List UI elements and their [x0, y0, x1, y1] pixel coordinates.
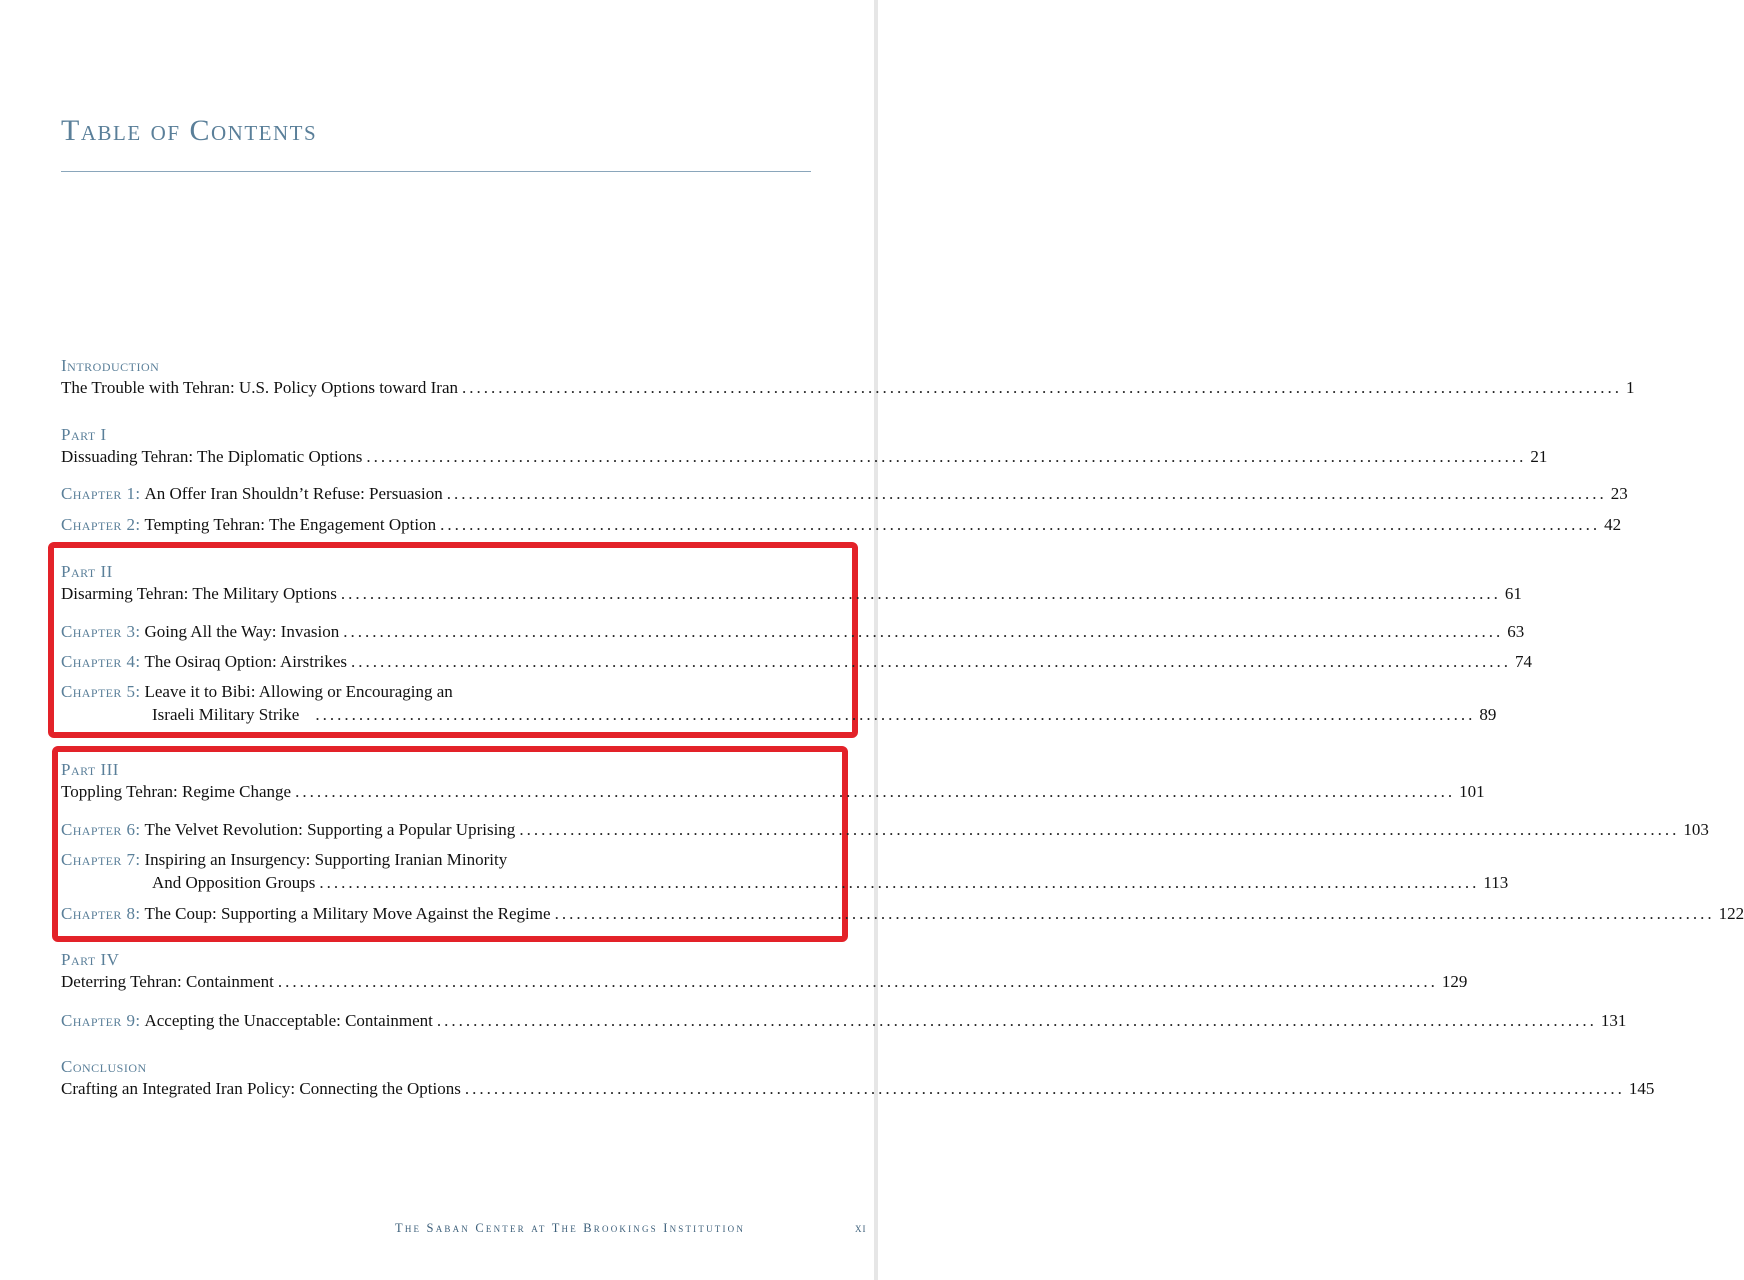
- dot-leader: ................................................................................................................................................................: [554, 904, 1715, 923]
- page-number: 1: [1626, 378, 1635, 397]
- page-number: 122: [1718, 904, 1744, 923]
- chapter-label: Chapter 5:: [61, 682, 141, 701]
- toc-entry-chapter-8[interactable]: [61, 904, 1744, 928]
- page-number: 89: [1479, 705, 1497, 724]
- toc-entry-part-4[interactable]: [61, 972, 1468, 996]
- dot-leader: ................................................................................................................................................................: [351, 652, 1512, 671]
- page-number: 63: [1507, 622, 1525, 641]
- dot-leader: ................................................................................................................................................................: [462, 378, 1623, 397]
- section-label-part-2: Part II: [61, 562, 113, 581]
- entry-title: Crafting an Integrated Iran Policy: Connecting the Options: [61, 1079, 461, 1098]
- section-label-part-1: Part I: [61, 425, 107, 444]
- page-number: 74: [1515, 652, 1533, 671]
- toc-entry-chapter-2[interactable]: [61, 515, 1622, 539]
- chapter-label: Chapter 4:: [61, 652, 141, 671]
- page-number: 42: [1604, 515, 1622, 534]
- toc-entry-conclusion[interactable]: [61, 1079, 1655, 1103]
- page-number: 145: [1628, 1079, 1655, 1098]
- entry-title: Leave it to Bibi: Allowing or Encouraging an: [144, 682, 453, 701]
- entry-title-continued: Israeli Military Strike: [152, 705, 300, 724]
- entry-title-continued: And Opposition Groups: [152, 873, 316, 892]
- dot-leader: ................................................................................................................................................................: [340, 584, 1501, 603]
- chapter-label: Chapter 1:: [61, 484, 141, 503]
- dot-leader: ................................................................................................................................................................: [343, 622, 1504, 641]
- section-label-part-4: Part IV: [61, 950, 120, 969]
- chapter-label: Chapter 7:: [61, 850, 141, 869]
- toc-entry-chapter-6[interactable]: [61, 820, 1709, 844]
- title-divider: [61, 171, 811, 172]
- entry-title: The Trouble with Tehran: U.S. Policy Options toward Iran: [61, 378, 459, 397]
- section-label-part-3: Part III: [61, 760, 119, 779]
- dot-leader: ................................................................................................................................................................: [295, 782, 1456, 801]
- toc-entry-chapter-7[interactable]: [61, 850, 507, 870]
- entry-title: Disarming Tehran: The Military Options: [61, 584, 337, 603]
- toc-entry-introduction[interactable]: [61, 378, 1635, 402]
- page-number: 113: [1483, 873, 1509, 892]
- toc-entry-chapter-7-continued[interactable]: [152, 873, 1509, 897]
- toc-entry-chapter-5[interactable]: [61, 682, 453, 702]
- page-number: 131: [1600, 1011, 1627, 1030]
- dot-leader: ................................................................................................................................................................: [277, 972, 1438, 991]
- section-label-introduction: Introduction: [61, 356, 160, 375]
- chapter-label: Chapter 3:: [61, 622, 141, 641]
- toc-entry-chapter-9[interactable]: [61, 1011, 1627, 1035]
- chapter-label: Chapter 9:: [61, 1011, 141, 1030]
- chapter-label: Chapter 6:: [61, 820, 141, 839]
- entry-title: Dissuading Tehran: The Diplomatic Options: [61, 447, 363, 466]
- dot-leader: ................................................................................................................................................................: [436, 1011, 1597, 1030]
- dot-leader: ................................................................................................................................................................: [446, 484, 1607, 503]
- entry-title: Toppling Tehran: Regime Change: [61, 782, 292, 801]
- dot-leader: ................................................................................................................................................................: [366, 447, 1527, 466]
- entry-title: The Coup: Supporting a Military Move Against the Regime: [144, 904, 551, 923]
- dot-leader: ................................................................................................................................................................: [319, 873, 1480, 892]
- toc-entry-part-1[interactable]: [61, 447, 1548, 471]
- page-number: 101: [1459, 782, 1485, 801]
- entry-title: An Offer Iran Shouldn’t Refuse: Persuasion: [144, 484, 443, 503]
- entry-title: Going All the Way: Invasion: [144, 622, 340, 641]
- page-number: 103: [1683, 820, 1709, 839]
- toc-entry-chapter-5-continued[interactable]: [152, 705, 1497, 729]
- toc-entry-part-2[interactable]: [61, 584, 1522, 608]
- entry-title: Tempting Tehran: The Engagement Option: [144, 515, 437, 534]
- page-number: 129: [1441, 972, 1468, 991]
- page-number: 61: [1504, 584, 1522, 603]
- folio-page-number: xi: [855, 1221, 867, 1235]
- dot-leader: ................................................................................................................................................................: [440, 515, 1601, 534]
- dot-leader: ................................................................................................................................................................: [315, 705, 1476, 724]
- entry-title: Accepting the Unacceptable: Containment: [144, 1011, 433, 1030]
- section-label-conclusion: Conclusion: [61, 1057, 147, 1076]
- toc-entry-chapter-1[interactable]: [61, 484, 1628, 508]
- toc-entry-part-3[interactable]: [61, 782, 1485, 806]
- entry-title: Inspiring an Insurgency: Supporting Iranian Minority: [144, 850, 508, 869]
- dot-leader: ................................................................................................................................................................: [519, 820, 1680, 839]
- dot-leader: ................................................................................................................................................................: [464, 1079, 1625, 1098]
- toc-entry-chapter-4[interactable]: [61, 652, 1533, 676]
- page-number: 23: [1610, 484, 1628, 503]
- toc-entry-chapter-3[interactable]: [61, 622, 1525, 646]
- entry-title: Deterring Tehran: Containment: [61, 972, 274, 991]
- entry-title: The Velvet Revolution: Supporting a Popular Uprising: [144, 820, 516, 839]
- running-footer: The Saban Center at The Brookings Institution: [395, 1221, 746, 1235]
- chapter-label: Chapter 2:: [61, 515, 141, 534]
- page-number: 21: [1530, 447, 1548, 466]
- chapter-label: Chapter 8:: [61, 904, 141, 923]
- page-title: Table of Contents: [61, 114, 318, 147]
- entry-title: The Osiraq Option: Airstrikes: [144, 652, 348, 671]
